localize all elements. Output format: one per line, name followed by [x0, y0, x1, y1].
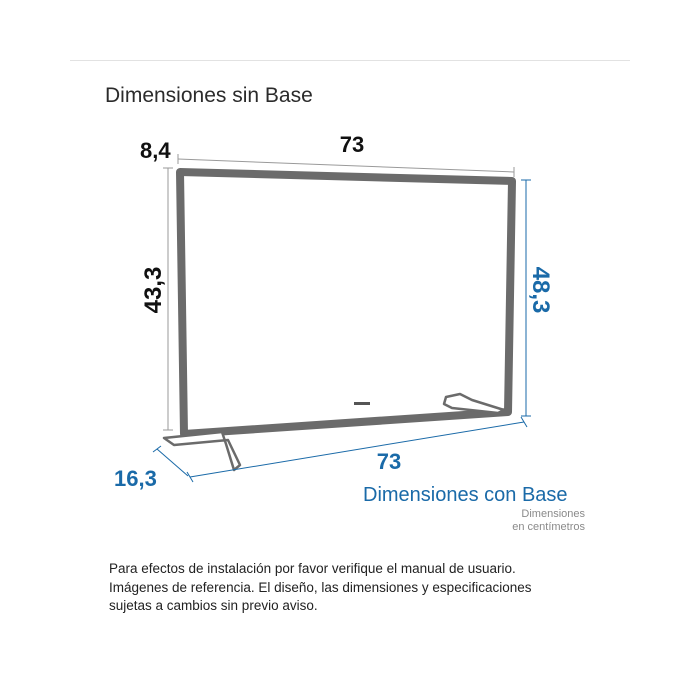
- depth-with-base-label: 16,3: [114, 466, 157, 491]
- disclaimer-line1: Para efectos de instalación por favor verifique el manual de usuario.: [109, 561, 516, 576]
- tv-left-stand: [164, 432, 240, 470]
- units-note-line1: Dimensiones: [521, 508, 585, 520]
- disclaimer-line3: sujetas a cambios sin previo aviso.: [109, 598, 318, 613]
- width-with-base-label: 73: [376, 449, 402, 474]
- width-without-base-label: 73: [339, 132, 365, 157]
- disclaimer-text: [109, 560, 579, 616]
- title-dimensions-with-base: Dimensiones con Base: [363, 484, 568, 506]
- tv-illustration: [164, 172, 512, 470]
- depth-without-base-label: 8,4: [140, 138, 171, 163]
- title-dimensions-without-base: Dimensiones sin Base: [105, 84, 313, 107]
- height-with-base-label: 48,3: [527, 266, 554, 314]
- depth-line: [157, 449, 188, 476]
- disclaimer-line2: Imágenes de referencia. El diseño, las dimensiones y especificaciones: [109, 579, 532, 595]
- units-note: [512, 508, 585, 534]
- units-note-line2: en centímetros: [512, 521, 585, 533]
- height-without-base-label: 43,3: [140, 266, 167, 314]
- tv-brand-logo: [354, 402, 370, 405]
